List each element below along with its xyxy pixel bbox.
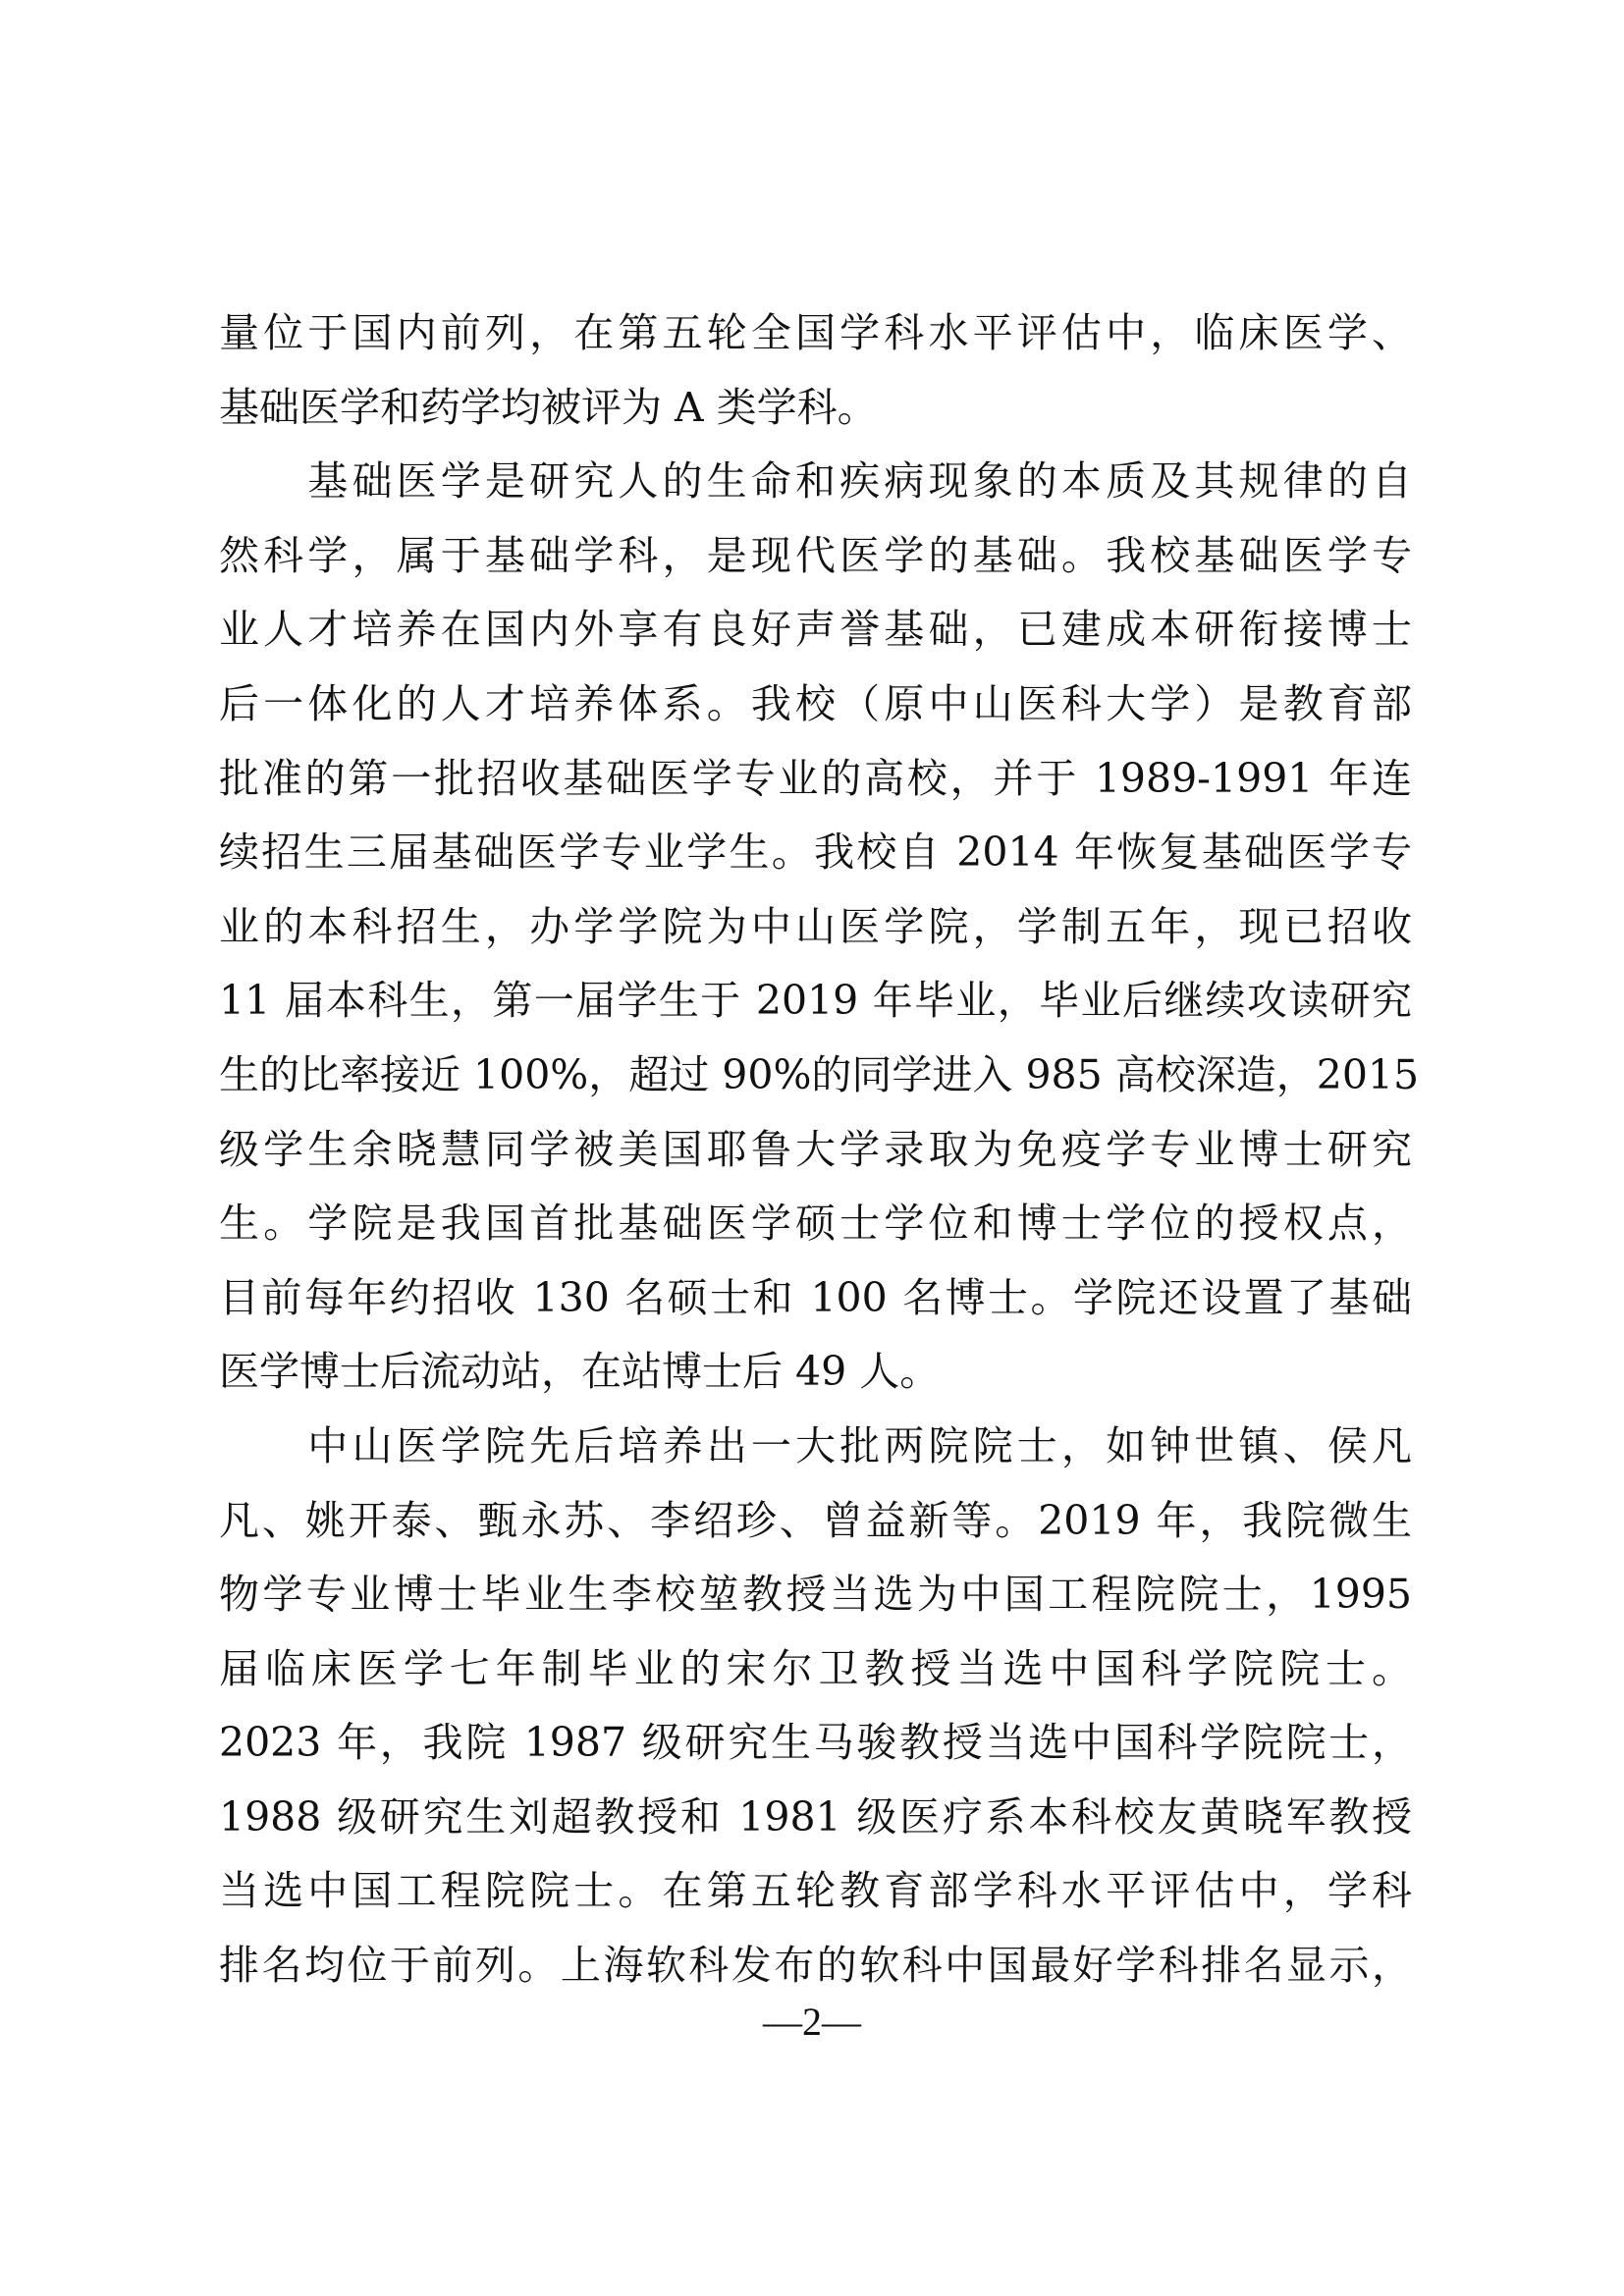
text-line: 凡、姚开泰、甄永苏、李绍珍、曾益新等。2019 年，我院微生: [219, 1496, 1412, 1544]
body-text: [219, 296, 1420, 2003]
text-line: 续招生三届基础医学专业学生。我校自 2014 年恢复基础医学专: [219, 828, 1412, 877]
text-line: 中山医学院先后培养出一大批两院院士，如钟世镇、侯凡: [219, 1421, 1412, 1469]
text-line: 基础医学是研究人的生命和疾病现象的本质及其规律的自: [219, 457, 1412, 506]
text-line: 排名均位于前列。上海软科发布的软科中国最好学科排名显示，: [219, 1942, 1412, 1990]
text-line: 11 届本科生，第一届学生于 2019 年毕业，毕业后继续攻读研究: [219, 977, 1412, 1025]
text-line: 物学专业博士毕业生李校堃教授当选为中国工程院院士，1995: [219, 1571, 1412, 1619]
text-line: 目前每年约招收 130 名硕士和 100 名博士。学院还设置了基础: [219, 1273, 1412, 1321]
text-line: 2023 年，我院 1987 级研究生马骏教授当选中国科学院院士，: [219, 1719, 1412, 1767]
text-line: 基础医学和药学均被评为 A 类学科。: [219, 383, 878, 431]
text-line: 业人才培养在国内外享有良好声誉基础，已建成本研衔接博士: [219, 606, 1412, 654]
text-line: 医学博士后流动站，在站博士后 49 人。: [219, 1348, 941, 1396]
text-line: 届临床医学七年制毕业的宋尔卫教授当选中国科学院院士。: [219, 1644, 1412, 1692]
text-line: 批准的第一批招收基础医学专业的高校，并于 1989-1991 年连: [219, 754, 1412, 802]
text-line: 业的本科招生，办学学院为中山医学院，学制五年，现已招收: [219, 902, 1412, 950]
text-line: 当选中国工程院院士。在第五轮教育部学科水平评估中，学科: [219, 1867, 1412, 1915]
text-line: 后一体化的人才培养体系。我校（原中山医科大学）是教育部: [219, 679, 1412, 727]
text-line: 级学生余晓慧同学被美国耶鲁大学录取为免疫学专业博士研究: [219, 1125, 1412, 1173]
text-line: 生的比率接近 100%，超过 90%的同学进入 985 高校深造，2015: [219, 1050, 1420, 1098]
text-line: 然科学，属于基础学科，是现代医学的基础。我校基础医学专: [219, 531, 1412, 579]
page-number: —2—: [763, 2000, 861, 2044]
text-line: 量位于国内前列，在第五轮全国学科水平评估中，临床医学、: [219, 309, 1412, 356]
text-line: 生。学院是我国首批基础医学硕士学位和博士学位的授权点，: [219, 1200, 1412, 1248]
text-line: 1988 级研究生刘超教授和 1981 级医疗系本科校友黄晓军教授: [219, 1792, 1412, 1841]
